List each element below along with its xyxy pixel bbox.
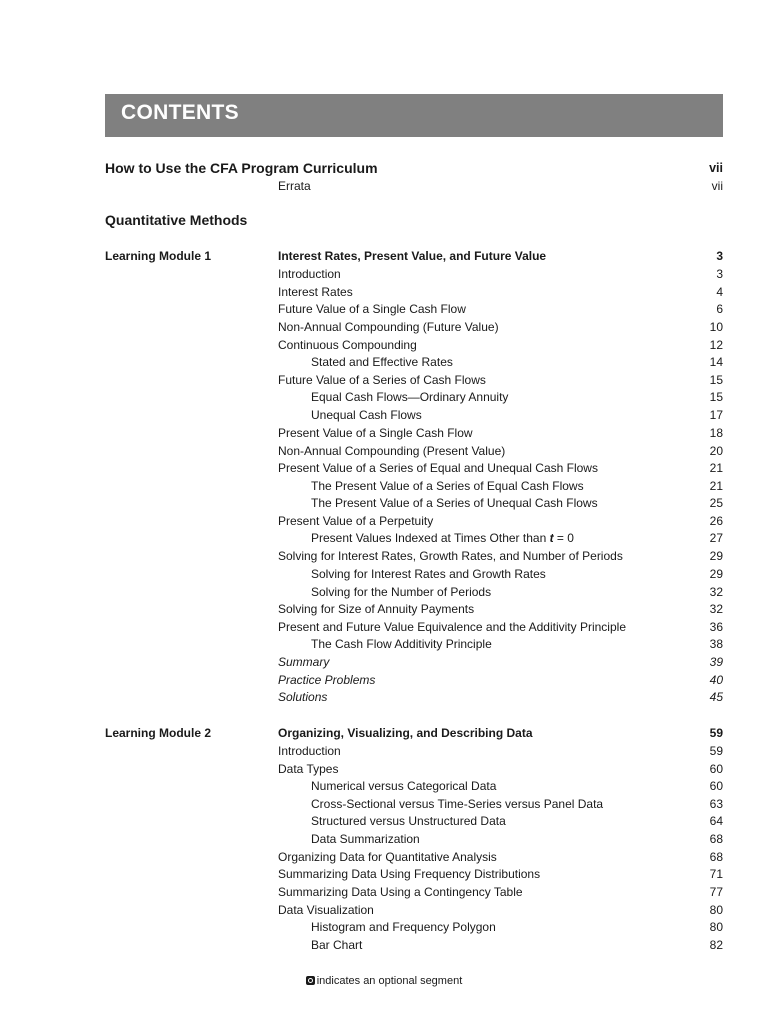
- toc-entry-page: 80: [709, 920, 723, 934]
- toc-subentry-text[interactable]: Unequal Cash Flows: [311, 408, 422, 422]
- footer-note: [0, 974, 768, 988]
- toc-entry-page: 60: [709, 779, 723, 793]
- toc-subentry[interactable]: [0, 389, 768, 406]
- toc-subentry-text[interactable]: Numerical versus Categorical Data: [311, 779, 497, 793]
- optional-segment-icon: [306, 976, 315, 985]
- errata-link[interactable]: Errata: [278, 179, 311, 193]
- toc-subentry-text[interactable]: Histogram and Frequency Polygon: [311, 920, 496, 934]
- toc-entry-page: 32: [709, 602, 723, 616]
- toc-subentry-text[interactable]: The Present Value of a Series of Equal Cash Flows: [311, 479, 584, 493]
- practice-problems-link[interactable]: Practice Problems: [278, 673, 376, 687]
- toc-entry-page: 63: [709, 797, 723, 811]
- toc-entry[interactable]: [0, 849, 768, 866]
- toc-entry[interactable]: [0, 372, 768, 389]
- toc-entry[interactable]: [0, 619, 768, 636]
- toc-entry-page: 71: [709, 867, 723, 881]
- toc-entry-page: 68: [709, 850, 723, 864]
- toc-intro-row[interactable]: [0, 159, 768, 176]
- solutions-link[interactable]: Solutions: [278, 690, 328, 704]
- toc-entry-text[interactable]: Future Value of a Single Cash Flow: [278, 302, 466, 316]
- toc-entry-text[interactable]: Continuous Compounding: [278, 338, 417, 352]
- toc-subentry[interactable]: [0, 530, 768, 547]
- toc-entry-text[interactable]: Present and Future Value Equivalence and the Additivity Principle: [278, 620, 626, 634]
- toc-entry-page: 60: [709, 762, 723, 776]
- toc-entry-text[interactable]: Summarizing Data Using Frequency Distributions: [278, 867, 541, 881]
- toc-entry-page: 10: [709, 320, 723, 334]
- module-header-row[interactable]: [0, 248, 768, 265]
- toc-entry[interactable]: [0, 884, 768, 901]
- toc-subentry[interactable]: [0, 584, 768, 601]
- toc-entry-page: 32: [709, 585, 723, 599]
- toc-entry[interactable]: [0, 743, 768, 760]
- toc-subentry-text[interactable]: Solving for Interest Rates and Growth Rates: [311, 567, 546, 581]
- toc-entry-page: 38: [709, 637, 723, 651]
- toc-subentry-text[interactable]: Equal Cash Flows—Ordinary Annuity: [311, 390, 509, 404]
- toc-entry-text[interactable]: Future Value of a Series of Cash Flows: [278, 373, 486, 387]
- contents-banner: [105, 94, 723, 137]
- module-title[interactable]: Interest Rates, Present Value, and Future Value: [278, 249, 547, 263]
- toc-entry-page: 6: [716, 302, 723, 316]
- toc-entry[interactable]: [0, 284, 768, 301]
- toc-subentry[interactable]: [0, 478, 768, 495]
- toc-entry-solutions[interactable]: [0, 689, 768, 706]
- toc-subentry[interactable]: [0, 566, 768, 583]
- toc-entry-page: 21: [709, 479, 723, 493]
- toc-entry-page: 29: [709, 567, 723, 581]
- toc-entry[interactable]: [0, 902, 768, 919]
- toc-entry-page: 82: [709, 938, 723, 952]
- toc-entry-text[interactable]: Introduction: [278, 267, 341, 281]
- toc-entry-page: 64: [709, 814, 723, 828]
- toc-entry-page: 39: [709, 655, 723, 669]
- toc-subentry-text[interactable]: The Cash Flow Additivity Principle: [311, 637, 492, 651]
- contents-title: CONTENTS: [121, 101, 239, 124]
- module-title[interactable]: Organizing, Visualizing, and Describing Data: [278, 726, 533, 740]
- toc-subentry[interactable]: [0, 354, 768, 371]
- toc-subentry[interactable]: [0, 778, 768, 795]
- toc-subentry[interactable]: [0, 831, 768, 848]
- toc-entry-page: 17: [709, 408, 723, 422]
- intro-heading[interactable]: How to Use the CFA Program Curriculum: [105, 160, 378, 176]
- toc-entry[interactable]: [0, 513, 768, 530]
- toc-subentry[interactable]: [0, 407, 768, 424]
- toc-subentry-text[interactable]: [311, 530, 574, 547]
- toc-entry-text[interactable]: Summarizing Data Using a Contingency Table: [278, 885, 523, 899]
- toc-subentry[interactable]: [0, 796, 768, 813]
- toc-entry[interactable]: [0, 866, 768, 883]
- toc-entry-page: 20: [709, 444, 723, 458]
- toc-entry-page: 59: [709, 744, 723, 758]
- toc-entry-text[interactable]: Introduction: [278, 744, 341, 758]
- toc-entry[interactable]: [0, 548, 768, 565]
- toc-entry-page: 45: [709, 690, 723, 704]
- toc-entry-page: 80: [709, 903, 723, 917]
- toc-entry[interactable]: [0, 761, 768, 778]
- toc-entry[interactable]: [0, 601, 768, 618]
- toc-entry-page: 18: [709, 426, 723, 440]
- toc-entry-text[interactable]: Organizing Data for Quantitative Analysis: [278, 850, 497, 864]
- toc-entry-page: 15: [709, 373, 723, 387]
- toc-errata-row[interactable]: [0, 178, 768, 195]
- toc-subentry[interactable]: [0, 919, 768, 936]
- toc-entry-text[interactable]: Interest Rates: [278, 285, 353, 299]
- toc-entry[interactable]: [0, 301, 768, 318]
- toc-entry-page: 14: [709, 355, 723, 369]
- toc-entry[interactable]: [0, 425, 768, 442]
- module-label: Learning Module 2: [105, 726, 212, 740]
- toc-entry-page: 21: [709, 461, 723, 475]
- toc-entry-text[interactable]: Data Visualization: [278, 903, 374, 917]
- module-page: 59: [709, 726, 723, 740]
- toc-subentry[interactable]: [0, 636, 768, 653]
- toc-subentry-text-after: = 0: [553, 531, 574, 545]
- section-row: [0, 211, 768, 228]
- variable-t: t: [549, 531, 554, 545]
- toc-entry-practice[interactable]: [0, 672, 768, 689]
- toc-entry-page: 27: [709, 531, 723, 545]
- toc-entry-page: 4: [716, 285, 723, 299]
- toc-subentry-text-before: Present Values Indexed at Times Other than: [311, 531, 550, 545]
- toc-entry-text[interactable]: Data Types: [278, 762, 339, 776]
- toc-entry-page: 36: [709, 620, 723, 634]
- toc-entry-text[interactable]: Non-Annual Compounding (Future Value): [278, 320, 499, 334]
- footer-text: indicates an optional segment: [316, 975, 463, 987]
- toc-entry-page: 29: [709, 549, 723, 563]
- toc-subentry-text[interactable]: Structured versus Unstructured Data: [311, 814, 506, 828]
- toc-entry-page: 25: [709, 496, 723, 510]
- toc-entry-page: 68: [709, 832, 723, 846]
- toc-entry-text[interactable]: Present Value of a Perpetuity: [278, 514, 434, 528]
- intro-heading-page: vii: [709, 161, 723, 175]
- toc-entry[interactable]: [0, 460, 768, 477]
- toc-entry-page: 3: [716, 267, 723, 281]
- toc-entry[interactable]: [0, 443, 768, 460]
- errata-page: vii: [711, 179, 723, 193]
- toc-entry-page: 40: [709, 673, 723, 687]
- toc-subentry-text[interactable]: Solving for the Number of Periods: [311, 585, 492, 599]
- summary-link[interactable]: Summary: [278, 655, 330, 669]
- module-page: 3: [716, 249, 723, 263]
- toc-subentry-text[interactable]: Cross-Sectional versus Time-Series versus Panel Data: [311, 797, 604, 811]
- toc-subentry-text[interactable]: The Present Value of a Series of Unequal Cash Flows: [311, 496, 598, 510]
- toc-entry-text[interactable]: Solving for Size of Annuity Payments: [278, 602, 475, 616]
- toc-entry-page: 26: [709, 514, 723, 528]
- toc-entry-page: 15: [709, 390, 723, 404]
- toc-entry[interactable]: [0, 266, 768, 283]
- toc-entry-page: 12: [709, 338, 723, 352]
- toc-entry-text[interactable]: Non-Annual Compounding (Present Value): [278, 444, 506, 458]
- toc-entry[interactable]: [0, 319, 768, 336]
- section-title: Quantitative Methods: [105, 212, 248, 228]
- toc-subentry[interactable]: [0, 937, 768, 954]
- toc-entry-text[interactable]: Solving for Interest Rates, Growth Rates, and Number of Periods: [278, 549, 623, 563]
- toc-subentry-text[interactable]: Bar Chart: [311, 938, 363, 952]
- toc-subentry[interactable]: [0, 495, 768, 512]
- toc-entry-summary[interactable]: [0, 654, 768, 671]
- toc-subentry-text[interactable]: Data Summarization: [311, 832, 420, 846]
- module-header-row[interactable]: [0, 725, 768, 742]
- toc-subentry-text[interactable]: Stated and Effective Rates: [311, 355, 453, 369]
- toc-entry-text[interactable]: Present Value of a Series of Equal and Unequal Cash Flows: [278, 461, 598, 475]
- toc-subentry[interactable]: [0, 813, 768, 830]
- module-label: Learning Module 1: [105, 249, 212, 263]
- toc-entry[interactable]: [0, 337, 768, 354]
- toc-entry-text[interactable]: Present Value of a Single Cash Flow: [278, 426, 473, 440]
- toc-entry-page: 77: [709, 885, 723, 899]
